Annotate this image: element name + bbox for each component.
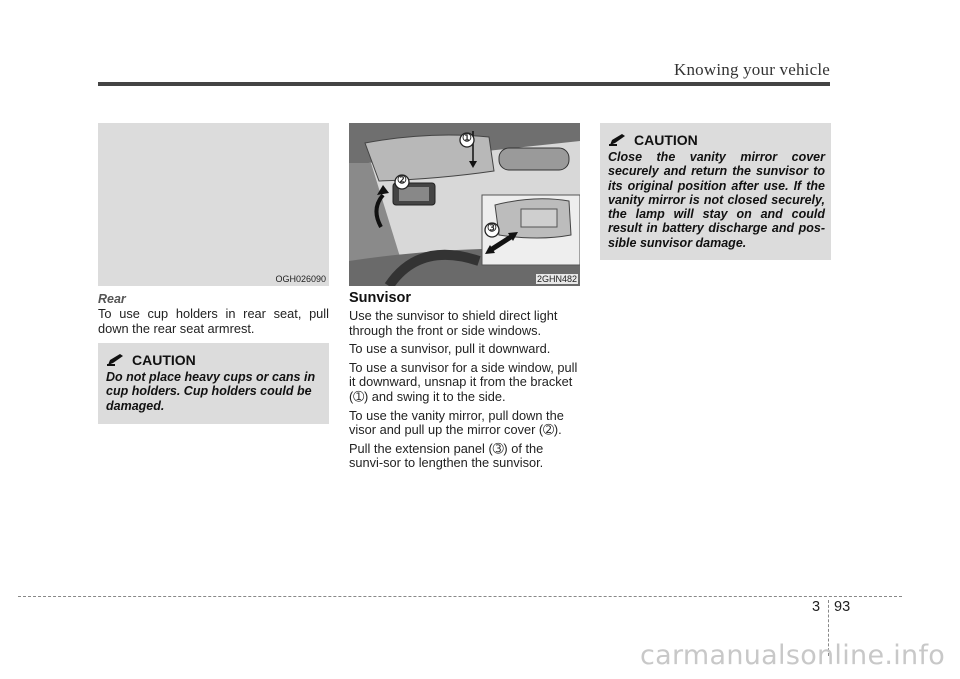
caution-pen-icon <box>608 134 628 146</box>
sunvisor-paragraph-1: Use the sunvisor to shield direct light through the front or side windows. <box>349 308 558 338</box>
sunvisor-figure <box>349 123 580 286</box>
footer-rule <box>18 596 902 597</box>
watermark-text: carmanualsonline.info <box>640 640 946 671</box>
sunvisor-paragraph-5: Pull the extension panel (➂) of the sunvi-sor to lengthen the sunvisor. <box>349 440 544 471</box>
figure-code: 2GHN482 <box>536 274 577 284</box>
figure-code: OGH026090 <box>275 274 326 284</box>
caution-text: Do not place heavy cups or cans in cup holders. Cup holders could be damaged. <box>106 370 316 413</box>
callout-1: ➀ <box>462 133 472 144</box>
caution-title: CAUTION <box>634 132 698 148</box>
sunvisor-heading: Sunvisor <box>349 290 412 306</box>
rear-cup-holder-figure <box>98 123 329 286</box>
sunvisor-paragraph-3: To use a sunvisor for a side window, pull it downward, unsnap it from the bracket (➀) and swing it to the side. <box>349 359 578 404</box>
section-title: Knowing your vehicle <box>673 60 830 79</box>
rear-paragraph: To use cup holders in rear seat, pull down the rear seat armrest. <box>98 306 329 336</box>
caution-box-cup-holders <box>98 343 329 424</box>
caution-title: CAUTION <box>132 352 196 368</box>
page-number: 93 <box>834 599 851 615</box>
sunvisor-paragraph-4: To use the vanity mirror, pull down the visor and pull up the mirror cover (➁). <box>349 407 564 438</box>
header-rule <box>98 82 830 86</box>
caution-text: Close the vanity mirror cover securely and return the sunvisor to its original position after use. If the vanity mirror is not closed securely, the lamp will stay on and could result in battery discharge and pos-sible sunvisor damage. <box>608 150 825 250</box>
callout-3: ➂ <box>487 223 497 234</box>
sunvisor-text <box>349 309 580 475</box>
chapter-number: 3 <box>812 599 821 615</box>
sunvisor-illustration <box>349 123 580 286</box>
sunvisor-paragraph-2: To use a sunvisor, pull it downward. <box>349 341 551 357</box>
rear-heading: Rear <box>98 292 126 306</box>
caution-pen-icon <box>106 354 126 366</box>
rear-text <box>98 307 329 340</box>
callout-2: ➁ <box>397 175 407 186</box>
caution-box-vanity-mirror <box>600 123 831 260</box>
